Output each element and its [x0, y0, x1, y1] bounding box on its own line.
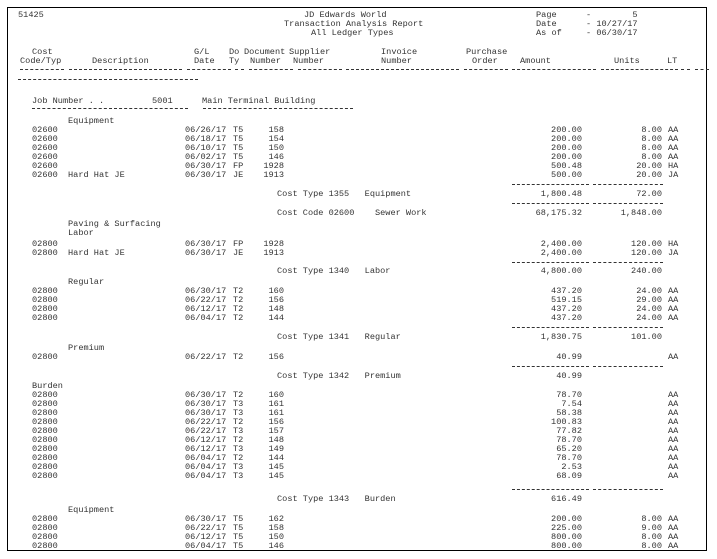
document-number: 146	[268, 541, 284, 551]
gl-date: 06/12/17	[185, 532, 227, 542]
cost-code: 02800	[32, 352, 58, 362]
subtotal-label: Cost Type 1343 Burden	[277, 494, 396, 504]
document-number: 158	[268, 523, 284, 533]
subtotal-label: Cost Type 1355 Equipment	[277, 189, 412, 199]
ledger-type: JA	[668, 248, 679, 258]
gl-date: 06/10/17	[185, 143, 227, 153]
cost-code: 02800	[32, 390, 58, 400]
document-number: 160	[268, 286, 284, 296]
ledger-type: AA	[668, 399, 679, 409]
doc-type: T5	[233, 514, 244, 524]
ledger-type: AA	[668, 152, 679, 162]
units: 24.00	[636, 286, 662, 296]
job-rule	[203, 108, 353, 109]
doc-type: T5	[233, 134, 244, 144]
ledger-type: AA	[668, 125, 679, 135]
doc-type: T5	[233, 125, 244, 135]
document-number: 1928	[263, 161, 284, 171]
ledger-type: AA	[668, 286, 679, 296]
cost-code: 02800	[32, 435, 58, 445]
doc-type: T3	[233, 444, 244, 454]
col-invoice-1: Invoice	[381, 47, 418, 57]
report-page-frame	[7, 7, 707, 551]
amount: 2.53	[561, 462, 582, 472]
amount: 519.15	[551, 295, 582, 305]
ledger-type: HA	[668, 161, 679, 171]
gl-date: 06/22/17	[185, 295, 227, 305]
job-rule	[32, 108, 112, 109]
subtotal-amount: 616.49	[551, 494, 582, 504]
amount: 77.82	[556, 426, 582, 436]
header-rule	[601, 69, 678, 70]
subtotal-units: 101.00	[631, 332, 662, 342]
document-number: 158	[268, 125, 284, 135]
header-rule	[346, 69, 459, 70]
units: 8.00	[641, 125, 662, 135]
col-units: Units	[614, 56, 640, 66]
header-rule	[69, 69, 182, 70]
gl-date: 06/22/17	[185, 417, 227, 427]
amount: 65.20	[556, 444, 582, 454]
col-gl-1: G/L	[194, 47, 210, 57]
amount: 68.09	[556, 471, 582, 481]
col-invoice-2: Number	[381, 56, 412, 66]
job-rule	[114, 108, 188, 109]
gl-date: 06/30/17	[185, 286, 227, 296]
amount: 78.70	[556, 390, 582, 400]
amount: 2,400.00	[540, 239, 582, 249]
document-number: 160	[268, 390, 284, 400]
gl-date: 06/30/17	[185, 248, 227, 258]
units: 24.00	[636, 313, 662, 323]
amount: 58.38	[556, 408, 582, 418]
doc-type: T3	[233, 471, 244, 481]
job-number-label: Job Number . .	[32, 96, 105, 106]
gl-date: 06/30/17	[185, 514, 227, 524]
cost-type-heading: Labor	[68, 228, 94, 238]
units: 20.00	[636, 170, 662, 180]
header-rule	[512, 69, 596, 70]
units: 120.00	[631, 239, 662, 249]
document-number: 145	[268, 462, 284, 472]
header-rule	[187, 69, 231, 70]
ledger-type: AA	[668, 426, 679, 436]
subtotal-amount: 68,175.32	[535, 208, 582, 218]
col-description: Description	[92, 56, 149, 66]
cost-code: 02800	[32, 399, 58, 409]
header-rule	[298, 69, 342, 70]
ledger-type: AA	[668, 462, 679, 472]
doc-type: T2	[233, 417, 244, 427]
cost-code: 02600	[32, 152, 58, 162]
gl-date: 06/04/17	[185, 313, 227, 323]
document-number: 161	[268, 399, 284, 409]
report-ledger-types: All Ledger Types	[311, 28, 394, 38]
subtotal-amount: 1,830.75	[540, 332, 582, 342]
document-number: 162	[268, 514, 284, 524]
page-number: - 5	[586, 10, 638, 20]
amount: 200.00	[551, 125, 582, 135]
units: 24.00	[636, 304, 662, 314]
gl-date: 06/02/17	[185, 152, 227, 162]
amount: 7.54	[561, 399, 582, 409]
amount: 200.00	[551, 143, 582, 153]
document-number: 144	[268, 313, 284, 323]
ledger-type: JA	[668, 170, 679, 180]
cost-code: 02800	[32, 313, 58, 323]
cost-code: 02800	[32, 295, 58, 305]
units: 8.00	[641, 532, 662, 542]
gl-date: 06/12/17	[185, 304, 227, 314]
doc-type: T2	[233, 295, 244, 305]
document-number: 146	[268, 152, 284, 162]
units: 8.00	[641, 541, 662, 551]
doc-type: FP	[233, 161, 244, 171]
cost-code: 02800	[32, 426, 58, 436]
units: 20.00	[636, 161, 662, 171]
gl-date: 06/26/17	[185, 125, 227, 135]
gl-date: 06/30/17	[185, 170, 227, 180]
col-po-1: Purchase	[466, 47, 508, 57]
doc-type: T5	[233, 152, 244, 162]
job-number: 5001	[152, 96, 173, 106]
document-number: 1913	[263, 170, 284, 180]
header-rule	[20, 69, 64, 70]
col-po-2: Order	[472, 56, 498, 66]
gl-date: 06/30/17	[185, 399, 227, 409]
col-supplier-1: Supplier	[289, 47, 331, 57]
cost-code: 02600	[32, 161, 58, 171]
asof-date: - 06/30/17	[586, 28, 638, 38]
gl-date: 06/04/17	[185, 541, 227, 551]
document-number: 150	[268, 532, 284, 542]
ledger-type: AA	[668, 304, 679, 314]
amount: 200.00	[551, 134, 582, 144]
amount: 200.00	[551, 514, 582, 524]
gl-date: 06/04/17	[185, 471, 227, 481]
cost-type-heading: Premium	[68, 343, 105, 353]
doc-type: T3	[233, 426, 244, 436]
amount-subtotal-rule	[512, 366, 589, 367]
col-doc-1: Document	[244, 47, 286, 57]
description: Hard Hat JE	[68, 248, 125, 258]
amount: 78.70	[556, 435, 582, 445]
col-gl-2: Date	[194, 56, 215, 66]
amount: 40.99	[556, 352, 582, 362]
report-date: - 10/27/17	[586, 19, 638, 29]
doc-type: T3	[233, 399, 244, 409]
ledger-type: HA	[668, 239, 679, 249]
cost-type-heading: Burden	[32, 381, 63, 391]
amount: 800.00	[551, 532, 582, 542]
cost-code: 02800	[32, 444, 58, 454]
doc-type: T3	[233, 408, 244, 418]
gl-date: 06/30/17	[185, 408, 227, 418]
report-subtitle: Transaction Analysis Report	[284, 19, 424, 29]
document-number: 1928	[263, 239, 284, 249]
document-number: 161	[268, 408, 284, 418]
ledger-type: AA	[668, 408, 679, 418]
cost-code: 02800	[32, 239, 58, 249]
report-title: JD Edwards World	[304, 10, 387, 20]
subtotal-units: 72.00	[636, 189, 662, 199]
ledger-type: AA	[668, 523, 679, 533]
cost-code: 02800	[32, 471, 58, 481]
doc-type: T2	[233, 352, 244, 362]
doc-type: T5	[233, 532, 244, 542]
ledger-type: AA	[668, 134, 679, 144]
ledger-type: AA	[668, 143, 679, 153]
ledger-type: AA	[668, 532, 679, 542]
amount: 437.20	[551, 313, 582, 323]
cost-code: 02800	[32, 408, 58, 418]
gl-date: 06/30/17	[185, 239, 227, 249]
doc-type: T5	[233, 143, 244, 153]
cost-type-heading: Regular	[68, 277, 105, 287]
cost-code: 02800	[32, 286, 58, 296]
document-number: 148	[268, 304, 284, 314]
amount: 437.20	[551, 304, 582, 314]
units-subtotal-rule	[593, 489, 663, 490]
amount: 200.00	[551, 152, 582, 162]
cost-code: 02800	[32, 304, 58, 314]
document-number: 156	[268, 295, 284, 305]
subtotal-label: Cost Type 1341 Regular	[277, 332, 401, 342]
units: 8.00	[641, 152, 662, 162]
units-subtotal-rule	[593, 366, 663, 367]
doc-type: T2	[233, 390, 244, 400]
document-number: 1913	[263, 248, 284, 258]
amount-subtotal-rule	[512, 184, 589, 185]
col-amount: Amount	[520, 56, 551, 66]
amount: 225.00	[551, 523, 582, 533]
cost-type-heading: Equipment	[68, 505, 115, 515]
col-lt: LT	[667, 56, 678, 66]
doc-type: JE	[233, 248, 244, 258]
header-rule	[235, 69, 244, 70]
ledger-type: AA	[668, 390, 679, 400]
ledger-type: AA	[668, 295, 679, 305]
document-number: 157	[268, 426, 284, 436]
amount: 2,400.00	[540, 248, 582, 258]
amount: 100.83	[551, 417, 582, 427]
ledger-type: AA	[668, 514, 679, 524]
subtotal-label: Cost Type 1340 Labor	[277, 266, 391, 276]
subtotal-amount: 40.99	[556, 371, 582, 381]
col-do-1: Do	[229, 47, 240, 57]
gl-date: 06/18/17	[185, 134, 227, 144]
cost-type-heading: Equipment	[68, 116, 115, 126]
units-subtotal-rule	[593, 327, 663, 328]
cost-code: 02800	[32, 532, 58, 542]
gl-date: 06/12/17	[185, 444, 227, 454]
doc-type: T5	[233, 523, 244, 533]
document-number: 145	[268, 471, 284, 481]
document-number: 144	[268, 453, 284, 463]
units-subtotal-rule	[593, 184, 663, 185]
cost-code: 02800	[32, 523, 58, 533]
gl-date: 06/04/17	[185, 462, 227, 472]
ledger-type: AA	[668, 444, 679, 454]
doc-type: T5	[233, 541, 244, 551]
date-label: Date	[536, 19, 557, 29]
asof-label: As of	[536, 28, 562, 38]
amount: 78.70	[556, 453, 582, 463]
ledger-type: AA	[668, 352, 679, 362]
cost-code: 02600	[32, 134, 58, 144]
col-cost-code-2: Code/Typ	[20, 56, 62, 66]
doc-type: T2	[233, 304, 244, 314]
amount-subtotal-rule	[512, 203, 589, 204]
gl-date: 06/22/17	[185, 426, 227, 436]
header-rule	[249, 69, 293, 70]
cost-type-heading: Paving & Surfacing	[68, 219, 161, 229]
units: 8.00	[641, 134, 662, 144]
cost-code: 02600	[32, 125, 58, 135]
amount: 500.00	[551, 170, 582, 180]
col-doc-2: Number	[250, 56, 281, 66]
gl-date: 06/12/17	[185, 435, 227, 445]
col-do-2: Ty	[229, 56, 240, 66]
units-subtotal-rule	[593, 262, 663, 263]
ledger-type: AA	[668, 541, 679, 551]
doc-type: T2	[233, 453, 244, 463]
subtotal-amount: 1,800.48	[540, 189, 582, 199]
header-rule	[681, 69, 690, 70]
subtotal-label: Cost Code 02600 Sewer Work	[277, 208, 427, 218]
document-number: 156	[268, 352, 284, 362]
gl-date: 06/22/17	[185, 352, 227, 362]
header-rule	[464, 69, 508, 70]
document-number: 154	[268, 134, 284, 144]
col-supplier-2: Number	[293, 56, 324, 66]
amount-subtotal-rule	[512, 262, 589, 263]
doc-type: JE	[233, 170, 244, 180]
amount-subtotal-rule	[512, 327, 589, 328]
units: 8.00	[641, 514, 662, 524]
program-id: 51425	[18, 10, 44, 20]
document-number: 150	[268, 143, 284, 153]
amount: 800.00	[551, 541, 582, 551]
gl-date: 06/22/17	[185, 523, 227, 533]
header-rule	[695, 69, 709, 70]
ledger-type: AA	[668, 453, 679, 463]
description: Hard Hat JE	[68, 170, 125, 180]
cost-code: 02800	[32, 541, 58, 551]
cost-code: 02600	[32, 170, 58, 180]
cost-code: 02800	[32, 514, 58, 524]
job-name: Main Terminal Building	[202, 96, 316, 106]
ledger-type: AA	[668, 417, 679, 427]
subtotal-units: 1,848.00	[620, 208, 662, 218]
doc-type: T2	[233, 286, 244, 296]
units: 120.00	[631, 248, 662, 258]
subtotal-units: 240.00	[631, 266, 662, 276]
amount-subtotal-rule	[512, 489, 589, 490]
page-label: Page	[536, 10, 557, 20]
ledger-type: AA	[668, 313, 679, 323]
cost-code: 02800	[32, 248, 58, 258]
gl-date: 06/30/17	[185, 161, 227, 171]
doc-type: T2	[233, 435, 244, 445]
cost-code: 02600	[32, 143, 58, 153]
col-cost-code-1: Cost	[32, 47, 53, 57]
document-number: 156	[268, 417, 284, 427]
units: 8.00	[641, 143, 662, 153]
cost-code: 02800	[32, 453, 58, 463]
cost-code: 02800	[32, 417, 58, 427]
units-subtotal-rule	[593, 203, 663, 204]
gl-date: 06/04/17	[185, 453, 227, 463]
subtotal-amount: 4,800.00	[540, 266, 582, 276]
document-number: 148	[268, 435, 284, 445]
units: 29.00	[636, 295, 662, 305]
subtotal-label: Cost Type 1342 Premium	[277, 371, 401, 381]
doc-type: FP	[233, 239, 244, 249]
ledger-type: AA	[668, 435, 679, 445]
doc-type: T2	[233, 313, 244, 323]
units: 9.00	[641, 523, 662, 533]
header-rule	[18, 79, 198, 80]
document-number: 149	[268, 444, 284, 454]
gl-date: 06/30/17	[185, 390, 227, 400]
cost-code: 02800	[32, 462, 58, 472]
doc-type: T3	[233, 462, 244, 472]
ledger-type: AA	[668, 471, 679, 481]
amount: 437.20	[551, 286, 582, 296]
amount: 500.48	[551, 161, 582, 171]
